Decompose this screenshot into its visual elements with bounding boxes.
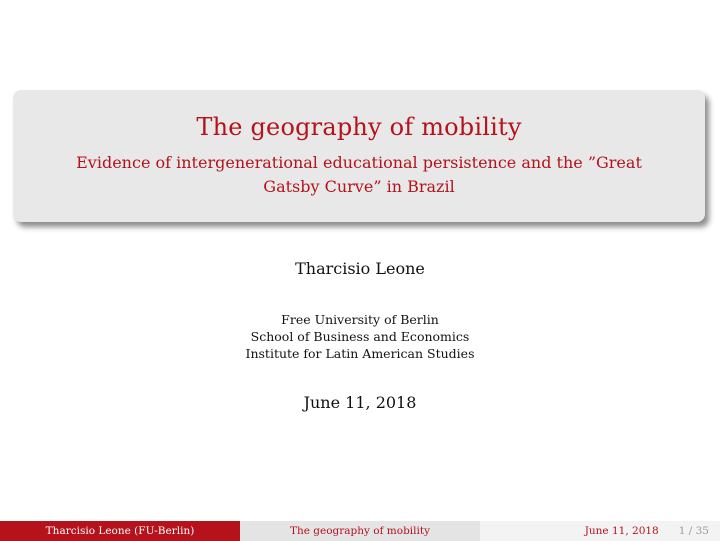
- footer-title: The geography of mobility: [240, 521, 480, 541]
- slide-title: The geography of mobility: [196, 113, 522, 141]
- affiliation-line: Free University of Berlin: [281, 312, 439, 327]
- presentation-date: June 11, 2018: [303, 393, 417, 412]
- footer-author: Tharcisio Leone (FU-Berlin): [0, 521, 240, 541]
- slide-subtitle: Evidence of intergenerational educational persistence and the ”Great Gatsby Curve” in Brazil: [76, 153, 642, 196]
- affiliation: [0, 311, 720, 362]
- title-box: [13, 90, 705, 222]
- author-name: Tharcisio Leone: [295, 259, 425, 278]
- affiliation-line: Institute for Latin American Studies: [245, 346, 475, 361]
- footer-right: [480, 521, 720, 541]
- page-number: 1 / 35: [678, 525, 709, 537]
- footer-date: June 11, 2018: [584, 525, 659, 537]
- footer-bar: [0, 521, 720, 541]
- affiliation-line: School of Business and Economics: [250, 329, 470, 344]
